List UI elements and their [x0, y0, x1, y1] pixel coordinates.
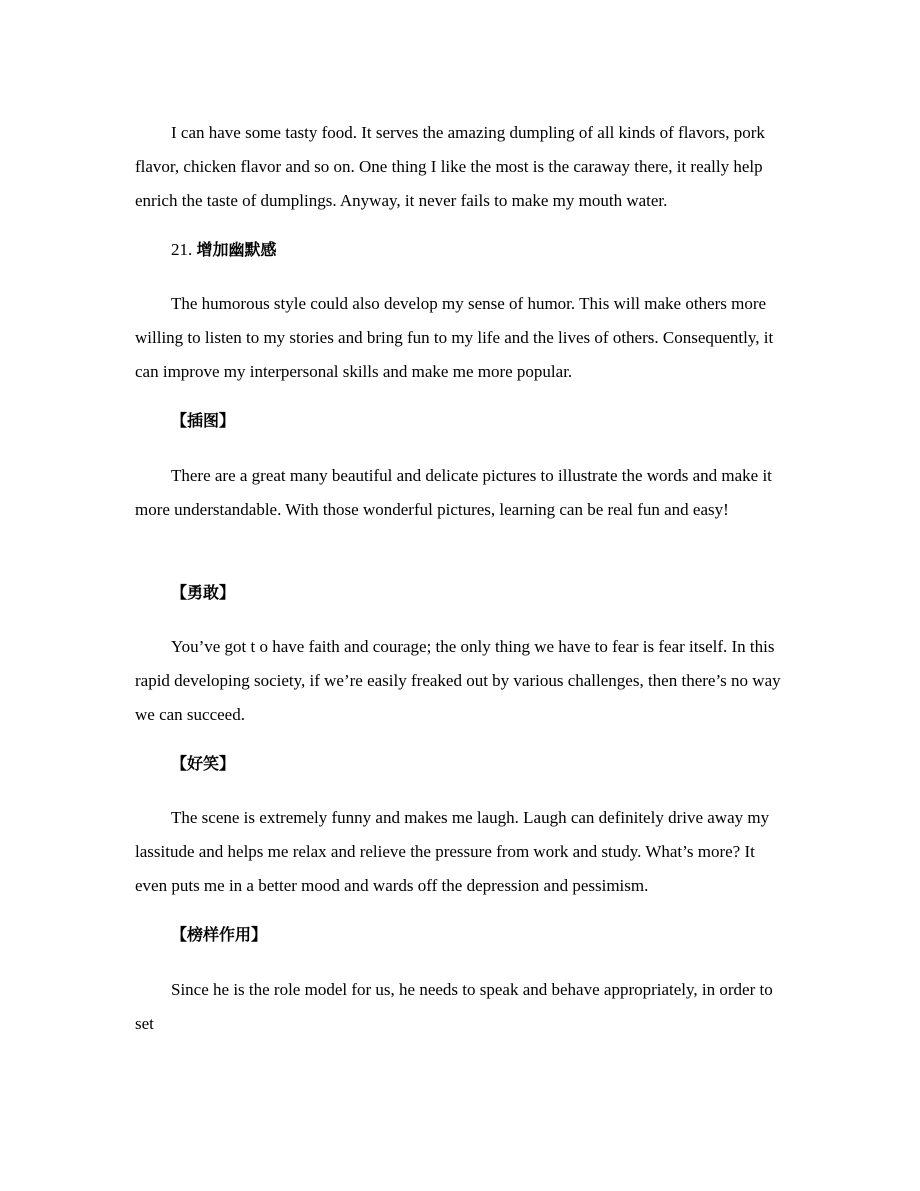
heading-illustration: 【插图】 [171, 411, 236, 430]
paragraph-text: The scene is extremely funny and makes me laugh. Laugh can definitely drive away my lassitude and helps me relax and relieve the pressure from work and study. What’s more? It even puts me in a better mood and wards off the depression and pessimism. [135, 808, 770, 895]
heading-brave: 【勇敢】 [171, 583, 236, 602]
paragraph-text: There are a great many beautiful and delicate pictures to illustrate the words and make it more understandable. With those wonderful pictures, learning can be real fun and easy! [135, 466, 772, 519]
heading-role-model: 【榜样作用】 [171, 925, 268, 944]
heading-funny: 【好笑】 [171, 754, 236, 773]
paragraph-text: You’ve got t o have faith and courage; the only thing we have to fear is fear itself. In this rapid developing society, if we’re easily freaked out by various challenges, then there’s no way we can succeed. [135, 637, 781, 724]
paragraph-food [135, 116, 790, 218]
heading-title: 增加幽默感 [196, 240, 277, 259]
paragraph-text: The humorous style could also develop my sense of humor. This will make others more willing to listen to my stories and bring fun to my life and the lives of others. Consequently, it can improve my interpersonal skills and make me more popular. [135, 294, 774, 381]
paragraph-text: I can have some tasty food. It serves the amazing dumpling of all kinds of flavors, pork flavor, chicken flavor and so on. One thing I like the most is the caraway there, it really help enrich the taste of dumplings. Anyway, it never fails to make my mouth water. [135, 123, 765, 210]
paragraph-text: Since he is the role model for us, he needs to speak and behave appropriately, in order to set [135, 980, 773, 1033]
paragraph-role-model [135, 973, 790, 1041]
paragraph-humor [135, 287, 790, 389]
paragraph-illustration [135, 459, 790, 527]
paragraph-brave [135, 630, 790, 732]
heading-number: 21. [171, 240, 197, 259]
paragraph-funny [135, 801, 790, 903]
heading-humor [171, 233, 277, 267]
